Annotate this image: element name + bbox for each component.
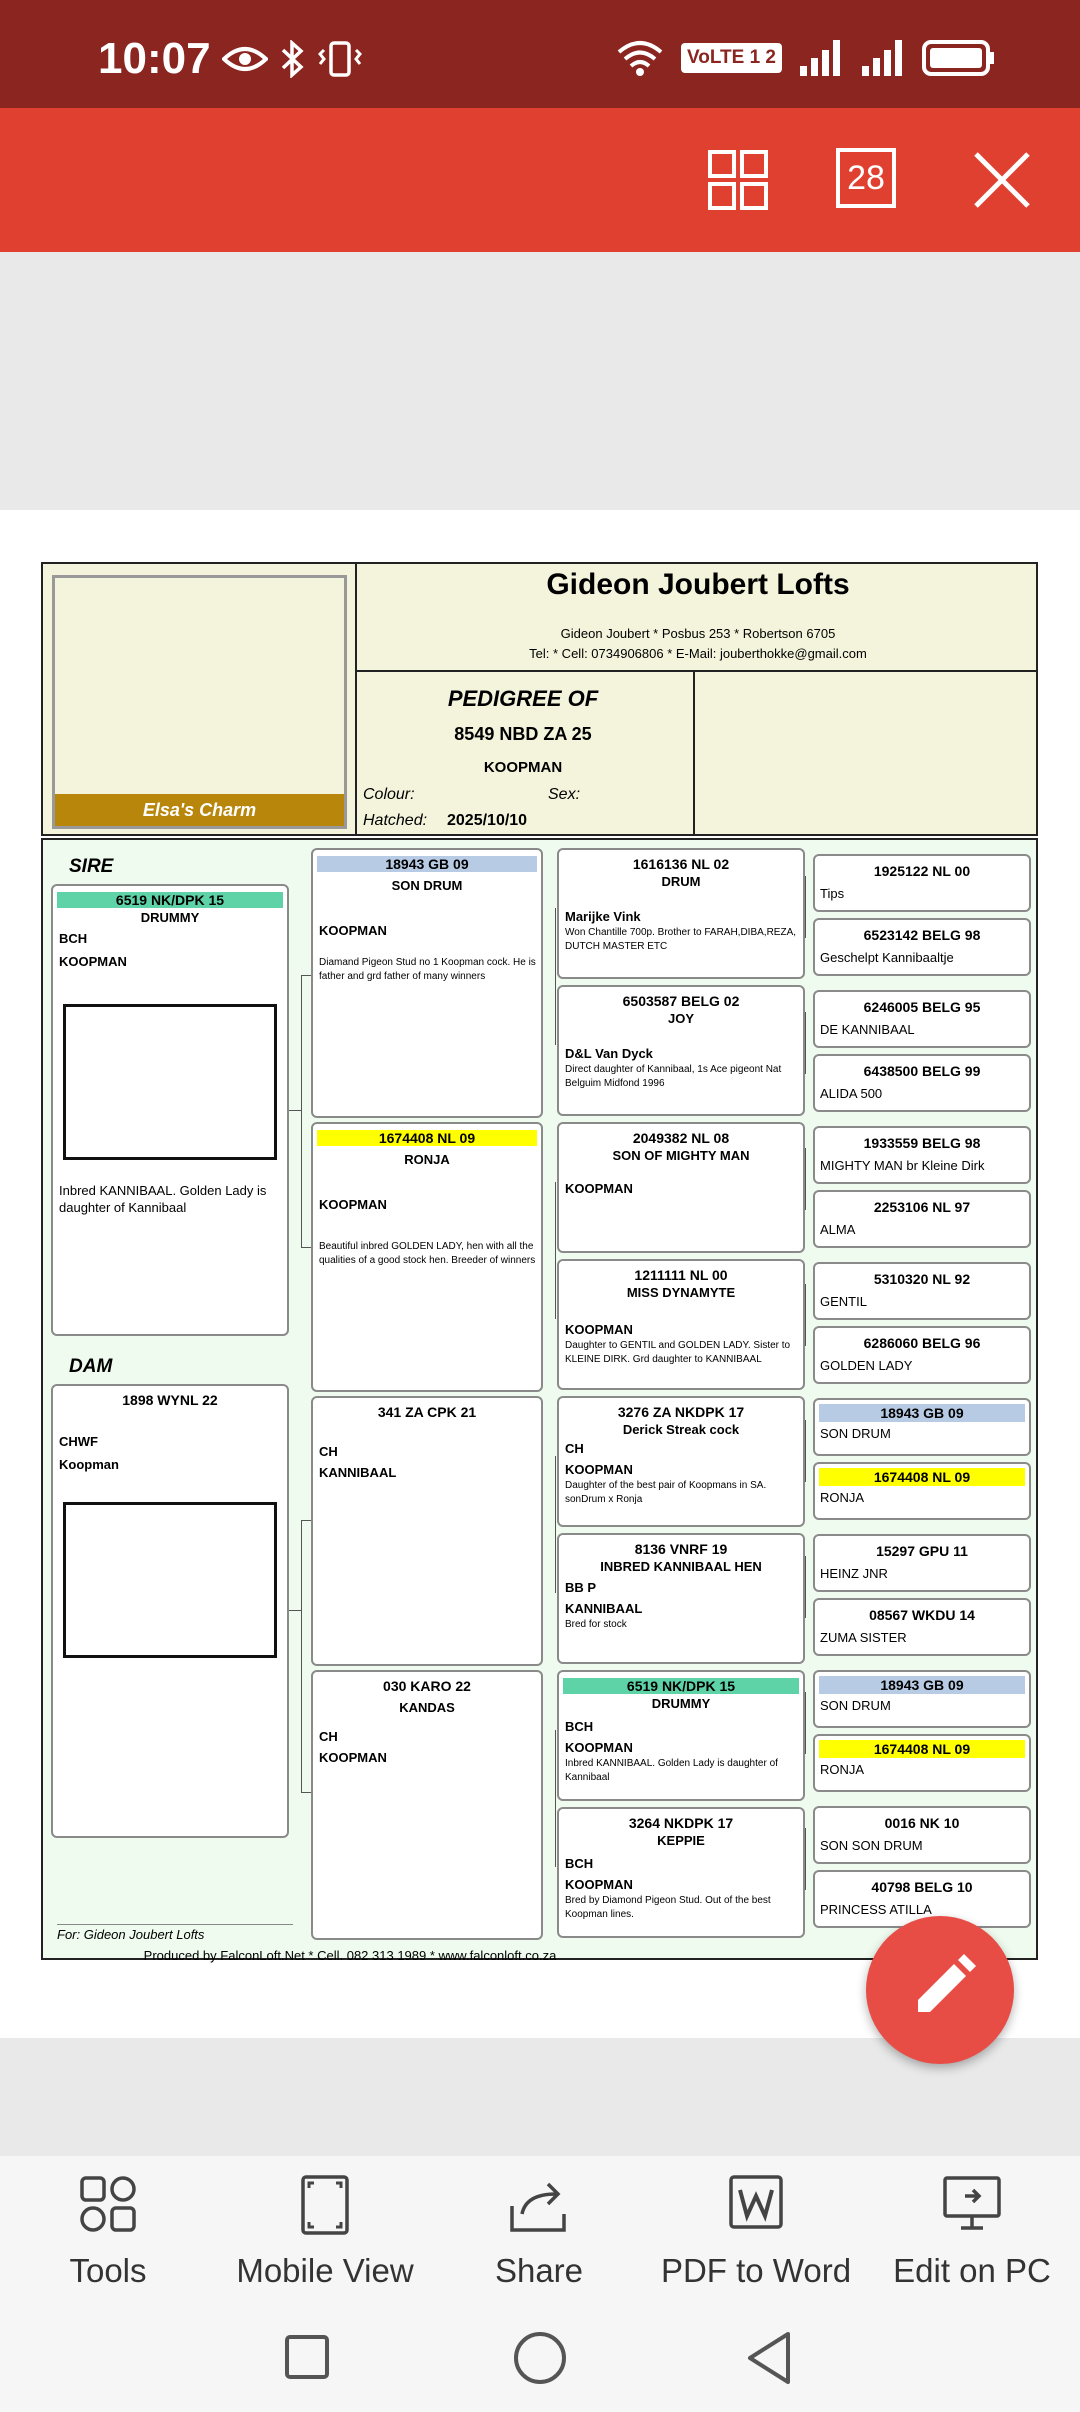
gen4-name: RONJA (820, 1490, 865, 1505)
gen4-name: RONJA (820, 1762, 865, 1777)
gen3-id: 6503587 BELG 02 (622, 993, 740, 1009)
gen3-box (557, 1807, 805, 1938)
gen4-box (813, 1462, 1031, 1520)
connector (289, 1110, 301, 1111)
connector (555, 1456, 556, 1593)
divider (355, 670, 1038, 672)
sire-line1: BCH (59, 931, 88, 946)
gen4-box (813, 1534, 1031, 1592)
pedigree-info (358, 682, 688, 776)
gen4-box (813, 1734, 1031, 1792)
gen2-name: RONJA (404, 1152, 450, 1167)
gen2-text: KANNIBAAL (319, 1465, 397, 1480)
status-right-icons (615, 38, 996, 78)
recents-button[interactable] (284, 2334, 330, 2380)
gen4-box (813, 1326, 1031, 1384)
gen3-id: 8136 VNRF 19 (634, 1541, 728, 1557)
gen4-name: Geschelpt Kannibaaltje (820, 950, 954, 965)
gen4-name: SON SON DRUM (820, 1838, 923, 1853)
gen4-id: 08567 WKDU 14 (869, 1607, 975, 1623)
address-line: Gideon Joubert * Posbus 253 * Robertson 6705 (560, 626, 836, 641)
gen3-name: JOY (667, 1011, 694, 1026)
gen3-text: KOOPMAN (565, 1740, 633, 1755)
gen4-id: 40798 BELG 10 (871, 1879, 973, 1895)
gen4-box (813, 1262, 1031, 1320)
hatched-date: 2025/10/10 (447, 812, 528, 829)
connector (301, 1520, 302, 1792)
dam-photo (63, 1502, 277, 1658)
close-icon (970, 148, 1034, 212)
pencil-icon (866, 1916, 1014, 2064)
bottom-toolbar (0, 2156, 1080, 2298)
connector (301, 1792, 311, 1793)
gen2-text: KOOPMAN (319, 1750, 387, 1765)
gen2-text: KOOPMAN (319, 923, 387, 938)
gen3-name: INBRED KANNIBAAL HEN (600, 1559, 762, 1574)
gen3-name: Derick Streak cock (622, 1422, 740, 1437)
gen2-text: CH (319, 1444, 338, 1459)
dam-id: 1898 WYNL 22 (122, 1392, 218, 1408)
wifi-icon (615, 38, 665, 78)
gen2-text: KOOPMAN (319, 1197, 387, 1212)
gen3-id: 2049382 NL 08 (632, 1130, 730, 1146)
gen3-note: Bred by Diamond Pigeon Stud. Out of the best Koopman lines. (565, 1895, 771, 1920)
loft-title: Gideon Joubert Lofts (546, 568, 850, 601)
gen4-name: MIGHTY MAN br Kleine Dirk (820, 1158, 985, 1173)
sire-name: DRUMMY (140, 910, 200, 925)
tools-label: Tools (69, 2252, 147, 2289)
pedigree-header (41, 562, 1038, 836)
pedigree-of: PEDIGREE OF (447, 686, 599, 711)
gen4-name: PRINCESS ATILLA (820, 1902, 932, 1917)
close-button[interactable] (970, 148, 1034, 212)
gen3-note: Bred for stock (565, 1619, 627, 1630)
tools-button[interactable] (40, 2156, 176, 2290)
system-nav-bar (0, 2298, 1080, 2412)
back-button[interactable] (744, 2330, 794, 2386)
gen3-text: BCH (565, 1856, 594, 1871)
gen3-note: Daughter to GENTIL and GOLDEN LADY. Sister to KLEINE DIRK. Grd daughter to KANNIBAAL (565, 1340, 791, 1365)
mobile-view-label: Mobile View (236, 2252, 414, 2289)
photo-label: Elsa's Charm (55, 794, 344, 826)
connector (805, 1012, 806, 1074)
gen3-box (557, 1670, 805, 1801)
gen4-name: SON DRUM (820, 1698, 891, 1713)
desktop-icon (941, 2174, 1003, 2234)
gen3-id: 1616136 NL 02 (632, 856, 730, 872)
gen3-name: SON OF MIGHTY MAN (612, 1148, 750, 1163)
connector (301, 975, 311, 976)
document-gap (0, 252, 1080, 510)
gen2-box (311, 1670, 543, 1940)
gen3-text: BB P (565, 1580, 597, 1595)
footer-for: For: Gideon Joubert Lofts (57, 1924, 293, 1942)
sex-label: Sex: (548, 786, 581, 803)
vibrate-icon (318, 40, 362, 78)
gen4-id: 6286060 BELG 96 (863, 1335, 981, 1351)
gen4-id: 6523142 BELG 98 (863, 927, 981, 943)
gen3-note: Direct daughter of Kannibaal, 1s Ace pigeont Nat Belguim Midfond 1996 (565, 1064, 782, 1089)
connector (289, 1610, 301, 1611)
gen2-box (311, 848, 543, 1118)
gen3-note: Won Chantille 700p. Brother to FARAH,DIBA,REZA, DUTCH MASTER ETC (565, 927, 797, 952)
gen4-id: 2253106 NL 97 (873, 1199, 971, 1215)
home-button[interactable] (512, 2330, 568, 2386)
gen3-text: CH (565, 1441, 584, 1456)
gen4-id: 1933559 BELG 98 (863, 1135, 981, 1151)
page-count-button[interactable] (836, 148, 900, 212)
gen3-note: Inbred KANNIBAAL. Golden Lady is daughter of Kannibaal (565, 1758, 778, 1783)
gen3-text: KOOPMAN (565, 1877, 633, 1892)
gen3-box (557, 985, 805, 1116)
gen3-name: DRUM (661, 874, 701, 889)
gen4-box (813, 990, 1031, 1048)
volte-badge: VoLTE 1 2 (681, 43, 782, 73)
dam-line1: CHWF (59, 1434, 98, 1449)
pedigree-sheet (41, 562, 1038, 1960)
gen2-note: Diamand Pigeon Stud no 1 Koopman cock. He is father and grd father of many winners (319, 957, 536, 982)
gen4-name: GOLDEN LADY (820, 1358, 913, 1373)
signal-icon (798, 38, 844, 78)
gen3-box (557, 1259, 805, 1390)
sire-note: Inbred KANNIBAAL. Golden Lady is daughter of Kannibaal (59, 1183, 267, 1215)
status-left-icons (222, 40, 362, 78)
gen3-text: KOOPMAN (565, 1462, 633, 1477)
clock: 10:07 (98, 34, 211, 83)
gen4-box (813, 918, 1031, 976)
sire-photo (63, 1004, 277, 1160)
grid-icon (706, 148, 770, 212)
contact-line: Tel: * Cell: 0734906806 * E-Mail: jouberthokke@gmail.com (529, 646, 867, 661)
grid-view-button[interactable] (706, 148, 770, 212)
gen4-box (813, 1806, 1031, 1864)
share-label: Share (494, 2252, 584, 2289)
gen4-name: Tips (820, 886, 845, 901)
connector (805, 876, 806, 938)
gen3-note: Daughter of the best pair of Koopmans in SA. sonDrum x Ronja (565, 1480, 767, 1505)
sire-id: 6519 NK/DPK 15 (57, 892, 283, 908)
pedigree-body (41, 838, 1038, 1960)
share-button[interactable] (474, 2156, 604, 2290)
page-count-icon: 28 (836, 148, 896, 208)
gen4-name: SON DRUM (820, 1426, 891, 1441)
eye-icon (222, 43, 268, 75)
connector (805, 1828, 806, 1890)
gen3-id: 3276 ZA NKDPK 17 (617, 1404, 745, 1420)
gen3-id: 1211111 NL 00 (634, 1267, 728, 1283)
colour-label: Colour: (363, 786, 415, 803)
gen4-name: ZUMA SISTER (820, 1630, 907, 1645)
hatched-label: Hatched: (363, 812, 428, 829)
gen2-id: 030 KARO 22 (383, 1678, 471, 1694)
gen4-box (813, 1670, 1031, 1728)
pdf-page[interactable] (0, 510, 1080, 2038)
status-bar (0, 0, 1080, 108)
divider (693, 670, 695, 834)
connector (301, 1247, 311, 1248)
gen4-name: ALIDA 500 (820, 1086, 883, 1101)
gen4-box (813, 1054, 1031, 1112)
connector (301, 975, 302, 1247)
gen3-name: KEPPIE (657, 1833, 705, 1848)
produced-by: Produced by FalconLoft.Net * Cell. 082 313 1989 * www.falconloft.co.za (143, 1948, 557, 1963)
gen4-id: 18943 GB 09 (819, 1676, 1025, 1694)
gen3-id: 6519 NK/DPK 15 (563, 1678, 799, 1694)
pdf-to-word-button[interactable] (654, 2156, 858, 2290)
connector (555, 908, 556, 1045)
connector (805, 1284, 806, 1346)
gen2-id: 1674408 NL 09 (317, 1130, 537, 1146)
connector (555, 1730, 556, 1867)
connector (555, 1182, 556, 1319)
connector (805, 1692, 806, 1754)
sire-box (51, 884, 289, 1336)
gen3-name: DRUMMY (651, 1696, 711, 1711)
mobile-view-icon (299, 2174, 351, 2236)
gen4-box (813, 1126, 1031, 1184)
app-bar (0, 108, 1080, 252)
gen4-id: 18943 GB 09 (819, 1404, 1025, 1422)
gen4-name: GENTIL (820, 1294, 867, 1309)
divider (355, 564, 357, 834)
ring-number: 8549 NBD ZA 25 (454, 724, 592, 744)
gen4-id: 5310320 NL 92 (873, 1271, 971, 1287)
edit-on-pc-label: Edit on PC (893, 2252, 1051, 2289)
gen3-text: KOOPMAN (565, 1322, 633, 1337)
gen4-name: HEINZ JNR (820, 1566, 888, 1581)
share-icon (508, 2174, 570, 2234)
dam-label: DAM (69, 1356, 113, 1377)
gen3-box (557, 848, 805, 979)
connector (301, 1520, 311, 1521)
gen2-name: KANDAS (399, 1700, 455, 1715)
dam-line2: Koopman (59, 1457, 119, 1472)
gen2-name: SON DRUM (391, 878, 463, 893)
bluetooth-icon (280, 40, 306, 78)
gen4-id: 6246005 BELG 95 (863, 999, 981, 1015)
gen3-name: MISS DYNAMYTE (626, 1285, 736, 1300)
gen3-text: BCH (565, 1719, 594, 1734)
sire-line2: KOOPMAN (59, 954, 127, 969)
gen3-box (557, 1122, 805, 1253)
gen2-box (311, 1122, 543, 1392)
gen2-note: Beautiful inbred GOLDEN LADY, hen with all the qualities of a good stock hen. Breeder of winners (319, 1241, 536, 1266)
gen4-box (813, 1398, 1031, 1456)
mobile-view-button[interactable] (222, 2156, 428, 2290)
gen4-id: 1674408 NL 09 (819, 1468, 1025, 1486)
gen4-box (813, 1598, 1031, 1656)
gen4-id: 1674408 NL 09 (819, 1740, 1025, 1758)
word-icon (728, 2174, 784, 2230)
edit-on-pc-button[interactable] (884, 2156, 1060, 2290)
connector (805, 1148, 806, 1210)
gen4-id: 6438500 BELG 99 (863, 1063, 981, 1079)
gen2-id: 341 ZA CPK 21 (377, 1404, 477, 1420)
connector (805, 1556, 806, 1618)
gen3-text: D&L Van Dyck (565, 1046, 653, 1061)
battery-icon (922, 39, 996, 77)
dam-box (51, 1384, 289, 1838)
gen4-box (813, 1190, 1031, 1248)
connector (805, 1420, 806, 1482)
sire-label: SIRE (69, 856, 114, 877)
loft-address (358, 624, 1038, 664)
gen3-text: Marijke Vink (565, 909, 641, 924)
signal-icon-2 (860, 38, 906, 78)
gen3-text: KOOPMAN (565, 1181, 633, 1196)
gen3-text: KANNIBAAL (565, 1601, 643, 1616)
edit-fab-button[interactable] (866, 1916, 1014, 2064)
tools-icon (78, 2174, 138, 2234)
pdf-to-word-label: PDF to Word (660, 2252, 852, 2289)
gen3-id: 3264 NKDPK 17 (628, 1815, 734, 1831)
strain: KOOPMAN (483, 759, 563, 776)
gen4-id: 0016 NK 10 (884, 1815, 960, 1831)
gen4-name: DE KANNIBAAL (820, 1022, 915, 1037)
photo-box (52, 575, 347, 829)
gen2-box (311, 1396, 543, 1666)
gen4-name: ALMA (820, 1222, 856, 1237)
gen4-id: 15297 GPU 11 (876, 1543, 968, 1559)
gen2-text: CH (319, 1729, 338, 1744)
gen4-id: 1925122 NL 00 (873, 863, 971, 879)
gen2-id: 18943 GB 09 (317, 856, 537, 872)
gen3-box (557, 1396, 805, 1527)
gen4-box (813, 854, 1031, 912)
gen3-box (557, 1533, 805, 1664)
